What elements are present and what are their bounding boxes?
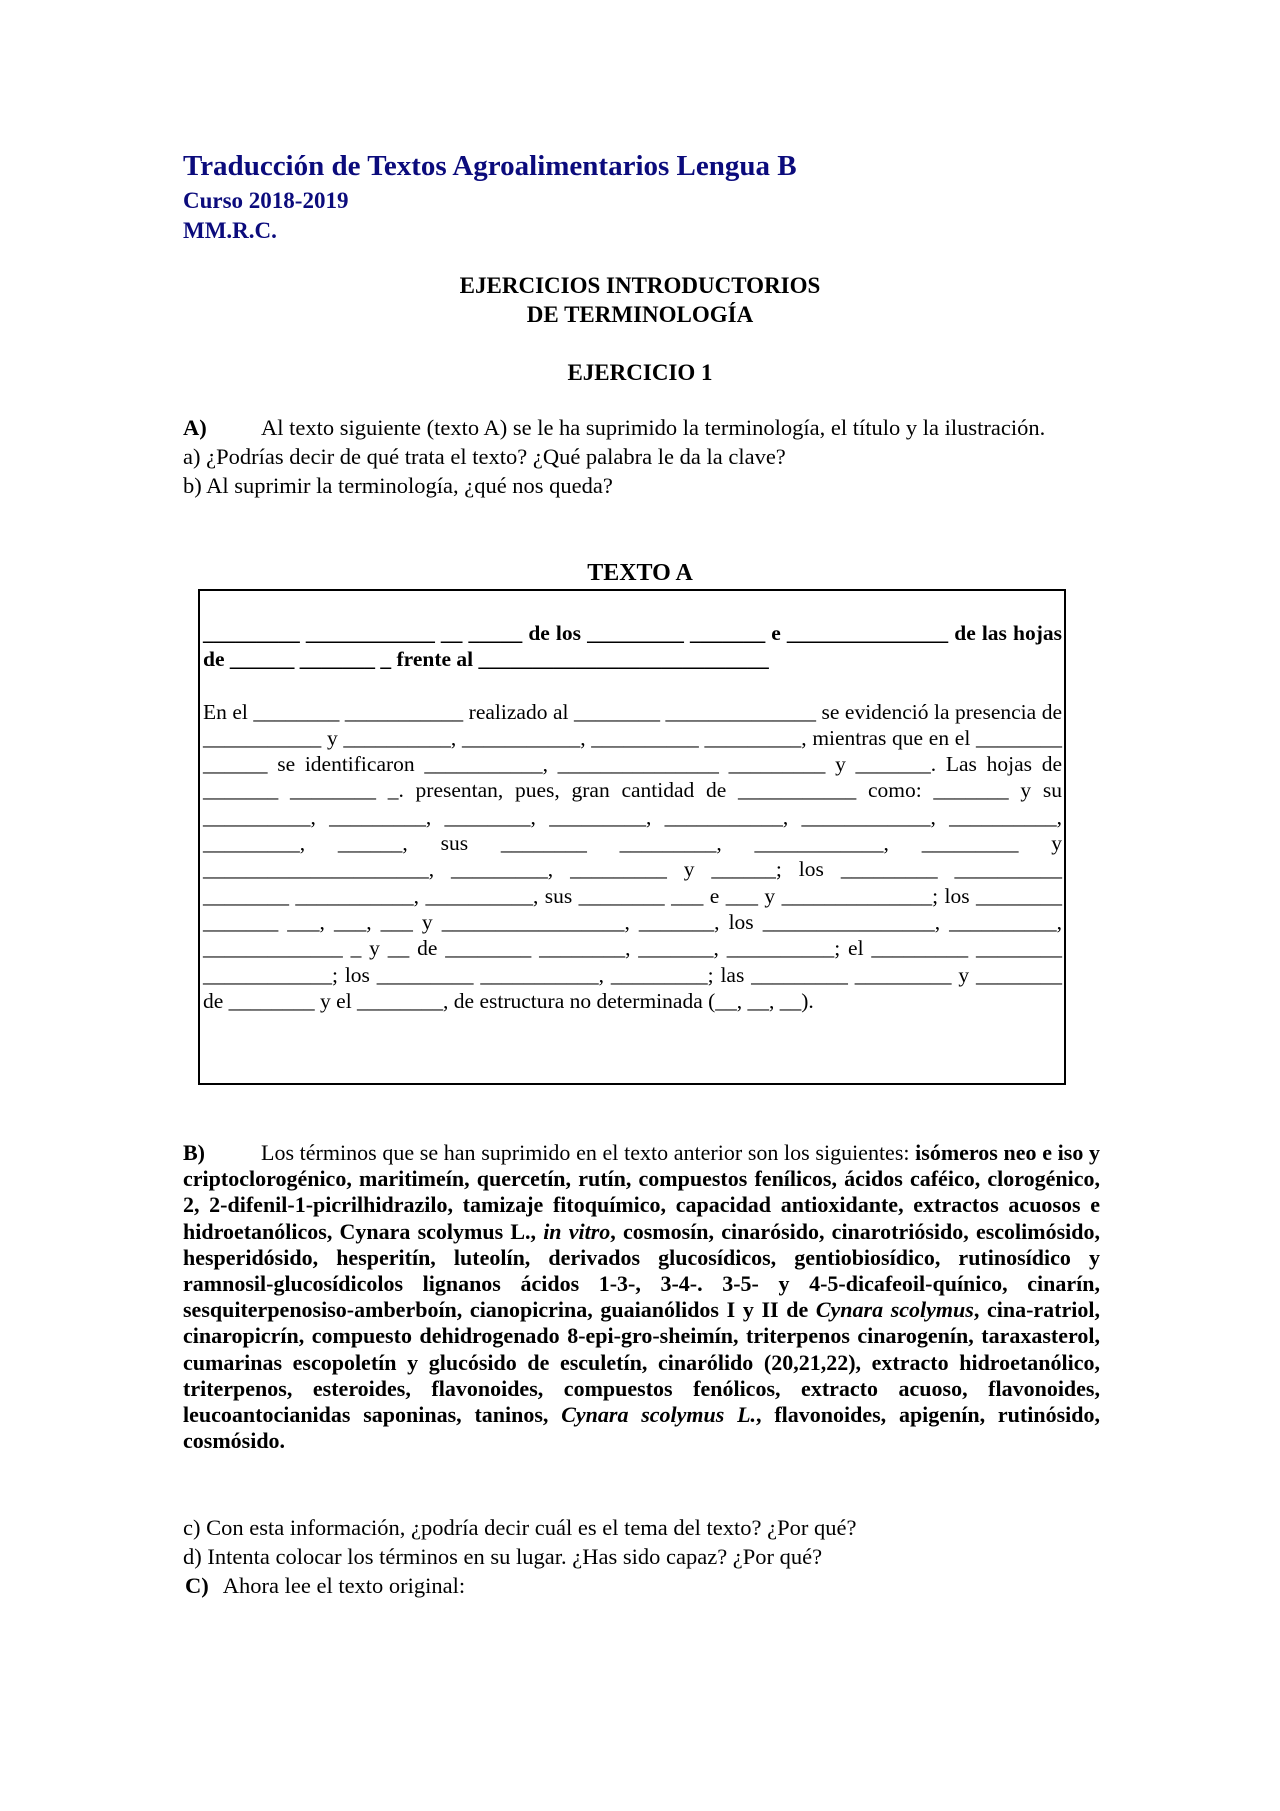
section-a [183,413,1100,500]
question-c: c) Con esta información, ¿podría decir cuál es el tema del texto? ¿Por qué? [183,1515,857,1540]
section-heading-line-1: EJERCICIOS INTRODUCTORIOS [459,273,821,298]
section-b-intro: Los términos que se han suprimido en el texto anterior son los siguientes: [261,1140,910,1165]
section-c-line [183,1571,1100,1600]
section-heading-line-2: DE TERMINOLOGÍA [526,302,754,327]
terms-italic-1: in vitro [543,1218,611,1244]
texto-a-heading: TEXTO A [587,560,693,586]
author-initials: MM.R.C. [183,218,277,243]
section-c-text: Ahora lee el texto original: [222,1573,466,1598]
section-c-label: C) [185,1573,209,1598]
section-a-intro: Al texto siguiente (texto A) se le ha suprimido la terminología, el título y la ilustración. [261,415,1046,440]
section-a-intro-paragraph [183,413,1100,442]
section-b-label: B) [183,1140,205,1165]
question-d: d) Intenta colocar los términos en su lugar. ¿Has sido capaz? ¿Por qué? [183,1544,823,1569]
section-c [183,1513,1100,1600]
section-b [183,1140,1100,1454]
terms-list [183,1140,1100,1453]
terms-part-4: , flavonoides, apigenín, rutinósido, cosmósido. [183,1402,1100,1454]
texto-a-title-blanks: _________ ____________ __ _____ de los _________ _______ e _______________ de las hojas de ______ _______ _ frente al ___________________________ [203,621,1062,672]
texto-a-box [198,589,1066,1085]
course-label: Curso 2018-2019 [183,188,349,213]
texto-a-body-blanks: En el ________ ___________ realizado al ________ ______________ se evidenció la presencia de ___________ y __________, ___________, __________ _________, mientras que en el ________ ______ se identificaron ___________, _______________ _________ y _______. Las hojas de _______ ________ _. presentan, pues, gran cantidad de ___________ como: _______ y su __________, _________, ________, _________, ___________, ____________, __________, _________, ______, sus ________ _________, ____________, _________ y _____________________, _________, _________ y ______; los _________ __________ ________ ___________, __________, sus ________ ___ e ___ y ______________; los ________ _______ ___, ___, ___ y _________________, _______, los ________________, __________, _____________ _ y __ de ________ ________, _______, __________; el _________ ________ ____________; los _________ ___________, _________; las _________ _________ y ________ de ________ y el ________, de estructura no determinada (__, __, __). [203,699,1062,1013]
document-title: Traducción de Textos Agroalimentarios Lengua B [183,150,797,182]
question-b: b) Al suprimir la terminología, ¿qué nos queda? [183,473,613,498]
terms-part-2: , cosmosín, cinarósido, cinarotriósido, escolimósido, hesperidósido, hesperitín, luteolín, derivados glucosídicos, gentiobiosídico, rutinosídico y ramnosil-glucosídicolos lignanos ácidos 1-3-, 3-4-. 3-5- y 4-5-dicafeoil-quínico, cinarín, sesquiterpenosiso-amberboín, cianopicrina, guaianólidos I y II de [183,1218,1101,1323]
exercise-heading: EJERCICIO 1 [567,360,713,385]
terms-part-3: , cina-ratriol, cinaropicrín, compuesto dehidrogenado 8-epi-gro-sheimín, triterpenos cinarogenín, taraxasterol, cumarinas escopoletín y glucósido de esculetín, cinarólido (20,21,22), extracto hidroetanólico, triterpenos, esteroides, flavonoides, compuestos fenólicos, extracto acuoso, flavonoides, leucoantocianidas saponinas, taninos, [183,1297,1100,1428]
section-a-label: A) [183,415,207,440]
terms-part-1: isómeros neo e iso y criptoclorogénico, maritimeín, quercetín, rutín, compuestos fenílicos, ácidos caféico, clorogénico, 2, 2-difenil-1-picrilhidrazilo, tamizaje fitoquímico, capacidad antioxidante, extractos acuosos e hidroetanólicos, Cynara scolymus L., [183,1140,1100,1244]
question-a: a) ¿Podrías decir de qué trata el texto? ¿Qué palabra le da la clave? [183,444,786,469]
terms-italic-3: Cynara scolymus L. [561,1402,757,1428]
terms-italic-2: Cynara scolymus [815,1297,974,1323]
